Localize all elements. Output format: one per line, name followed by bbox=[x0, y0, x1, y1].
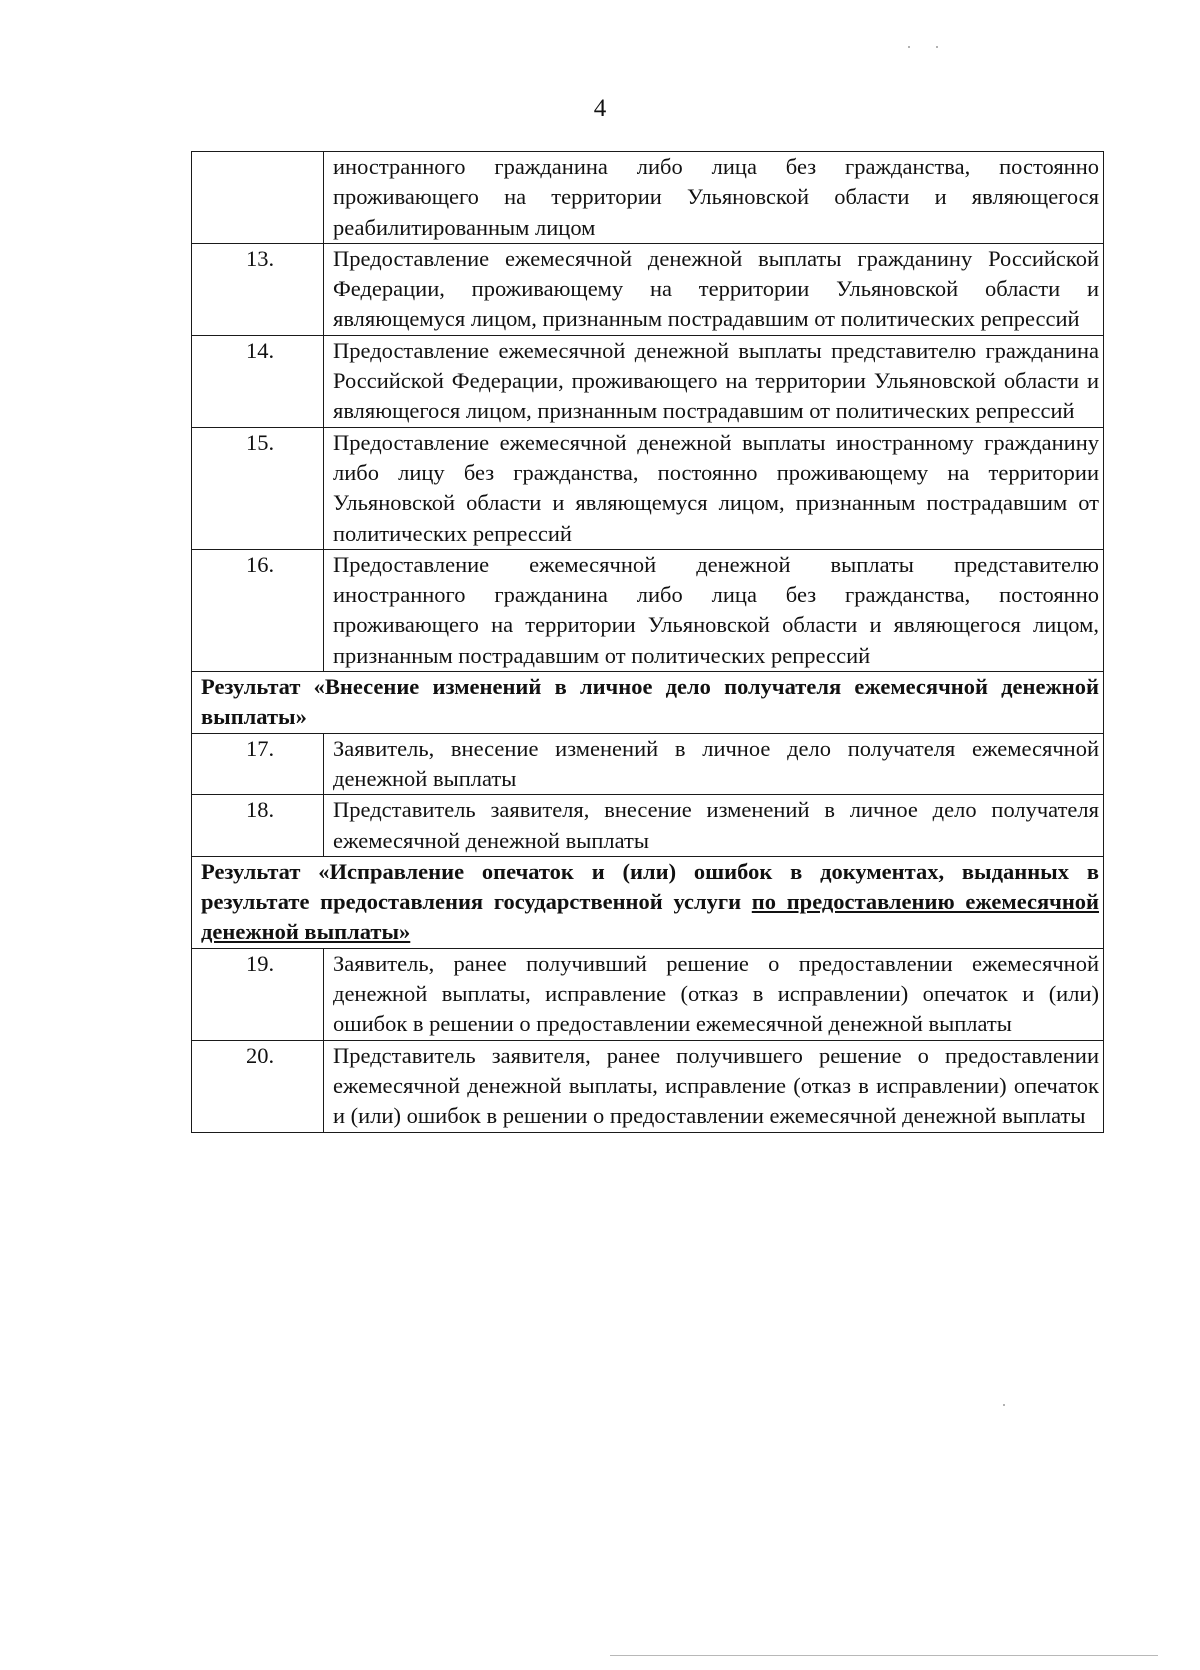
row-number bbox=[192, 152, 324, 244]
row-text: Предоставление ежемесячной денежной выплаты гражданину Российской Федерации, проживающему на территории Ульяновской области и являющемуся лицом, признанным пострадавшим от политических репрессий bbox=[324, 243, 1104, 335]
table-row bbox=[192, 795, 1104, 857]
result-header-row bbox=[192, 672, 1104, 734]
row-text: Заявитель, ранее получивший решение о предоставлении ежемесячной денежной выплаты, исправление (отказ в исправлении) опечаток и (или) ошибок в решении о предоставлении ежемесячной денежной выплаты bbox=[324, 948, 1104, 1040]
row-text: Предоставление ежемесячной денежной выплаты иностранному гражданину либо лицу без гражданства, постоянно проживающему на территории Ульяновской области и являющемуся лицом, признанным пострадавшим от политических репрессий bbox=[324, 427, 1104, 549]
scan-speck bbox=[908, 46, 910, 48]
scan-speck bbox=[1003, 1404, 1005, 1406]
row-text: Предоставление ежемесячной денежной выплаты представителю гражданина Российской Федерации, проживающего на территории Ульяновской области и являющегося лицом, признанным пострадавшим от политических репрессий bbox=[324, 335, 1104, 427]
result-header-underlined-text: по предоставлению ежемесячной денежной выплаты» bbox=[201, 889, 1099, 945]
result-header-row bbox=[192, 856, 1104, 948]
row-number: 16. bbox=[192, 549, 324, 671]
row-text: Представитель заявителя, ранее получившего решение о предоставлении ежемесячной денежной выплаты, исправление (отказ в исправлении) опечаток и (или) ошибок в решении о предоставлении ежемесячной денежной выплаты bbox=[324, 1040, 1104, 1132]
result-header: Результат «Внесение изменений в личное дело получателя ежемесячной денежной выплаты» bbox=[192, 672, 1104, 734]
table-row bbox=[192, 948, 1104, 1040]
row-text: Заявитель, внесение изменений в личное дело получателя ежемесячной денежной выплаты bbox=[324, 733, 1104, 795]
services-table bbox=[191, 151, 1104, 1133]
row-text: Представитель заявителя, внесение изменений в личное дело получателя ежемесячной денежной выплаты bbox=[324, 795, 1104, 857]
row-number: 18. bbox=[192, 795, 324, 857]
result-header-text: Результат «Исправление опечаток и (или) ошибок в документах, выданных в результате предоставления государственной услуги bbox=[201, 858, 1099, 915]
table-row bbox=[192, 335, 1104, 427]
row-number: 20. bbox=[192, 1040, 324, 1132]
row-text: иностранного гражданина либо лица без гражданства, постоянно проживающего на территории Ульяновской области и являющегося реабилитированным лицом bbox=[324, 152, 1104, 244]
row-text: Предоставление ежемесячной денежной выплаты представителю иностранного гражданина либо лица без гражданства, постоянно проживающего на территории Ульяновской области и являющегося лицом, признанным пострадавшим от политических репрессий bbox=[324, 549, 1104, 671]
scan-speck bbox=[936, 46, 938, 48]
row-number: 14. bbox=[192, 335, 324, 427]
table-row bbox=[192, 1040, 1104, 1132]
row-number: 19. bbox=[192, 948, 324, 1040]
table-row bbox=[192, 733, 1104, 795]
row-number: 15. bbox=[192, 427, 324, 549]
row-number: 13. bbox=[192, 243, 324, 335]
row-number: 17. bbox=[192, 733, 324, 795]
table-row bbox=[192, 427, 1104, 549]
table-row bbox=[192, 243, 1104, 335]
table-row bbox=[192, 549, 1104, 671]
page-number: 4 bbox=[593, 95, 607, 122]
result-header bbox=[192, 856, 1104, 948]
scan-edge-line bbox=[610, 1655, 1158, 1656]
table-row bbox=[192, 152, 1104, 244]
